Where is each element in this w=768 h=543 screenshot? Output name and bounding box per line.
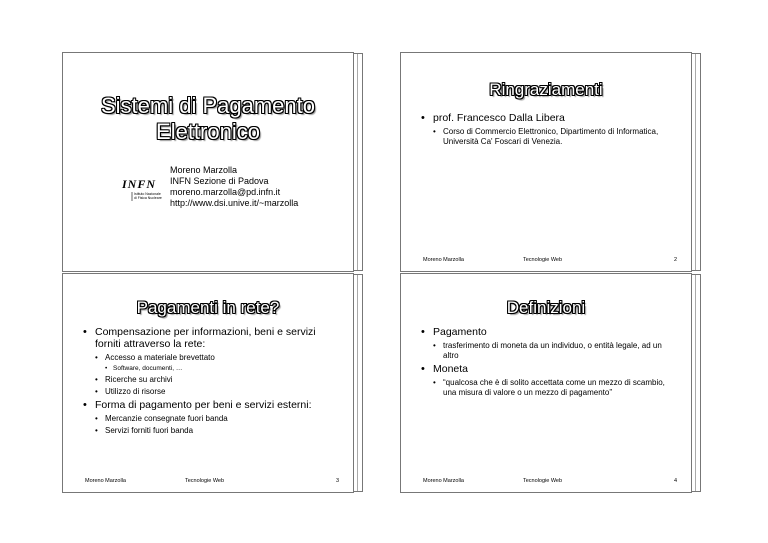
slide-3-bullet-1: • Compensazione per informazioni, beni e servizi forniti attraverso la rete:	[83, 326, 339, 350]
slide-1-title-line1: Sistemi di Pagamento	[101, 93, 315, 118]
author-block	[170, 165, 298, 209]
slide-4-sub-2: • “qualcosa che è di solito accettata come un mezzo di scambio, una misura di valore o un mezzo di pagamento”	[421, 378, 677, 398]
slide-3-bullet-2: • Forma di pagamento per beni e servizi esterni:	[83, 399, 339, 411]
slide-4-notes-bar	[692, 274, 701, 492]
slide-1-notes-bar	[354, 53, 363, 271]
slide-3-bullets	[83, 326, 339, 438]
logo-text: INFN	[122, 177, 157, 191]
logo-sub1: Istituto Nazionale	[134, 192, 161, 196]
slide-3	[62, 273, 354, 493]
logo-sub2: di Fisica Nucleare	[134, 196, 162, 200]
slide-3-footer	[85, 477, 339, 485]
slide-1-title	[63, 93, 353, 145]
slide-3-sub-2: • Ricerche su archivi	[83, 375, 339, 385]
author-affiliation: INFN Sezione di Padova	[170, 176, 269, 186]
author-name: Moreno Marzolla	[170, 165, 238, 175]
slide-2-title: Ringraziamenti	[489, 80, 603, 99]
slide-4-footer-author: Moreno Marzolla	[423, 478, 464, 484]
slide-4-footer-course: Tecnologie Web	[523, 478, 563, 484]
slide-2-bullets	[421, 112, 677, 149]
slide-3-sub-5: • Servizi forniti fuori banda	[83, 426, 339, 436]
slide-2-footer-author: Moreno Marzolla	[423, 257, 464, 263]
slide-2-page-number: 2	[673, 257, 677, 263]
slide-3-notes-bar	[354, 274, 363, 492]
slide-2-footer	[423, 256, 677, 264]
slide-2-sub-1: • Corso di Commercio Elettronico, Dipartimento di Informatica, Università Ca' Foscari di Venezia.	[421, 127, 677, 147]
slide-4-sub-1: • trasferimento di moneta da un individuo, o entità legale, ad un altro	[421, 341, 677, 361]
slide-4	[400, 273, 692, 493]
infn-logo-icon	[120, 174, 164, 204]
author-email: moreno.marzolla@pd.infn.it	[170, 187, 281, 197]
slide-4-title: Definizioni	[506, 298, 586, 317]
slide-3-title: Pagamenti in rete?	[136, 298, 280, 317]
slide-3-sub-4: • Mercanzie consegnate fuori banda	[83, 414, 339, 424]
slide-2-notes-bar	[692, 53, 701, 271]
slide-3-sub-3: • Utilizzo di risorse	[83, 387, 339, 397]
slide-3-sub-1: • Accesso a materiale brevettato	[83, 353, 339, 363]
slide-4-bullet-2: • Moneta	[421, 363, 677, 375]
slide-1-title-line2: Elettronico	[156, 119, 260, 144]
slide-3-footer-course: Tecnologie Web	[185, 478, 225, 484]
slide-4-page-number: 4	[673, 478, 677, 484]
slide-2-bullet-1: • prof. Francesco Dalla Libera	[421, 112, 677, 124]
slide-2	[400, 52, 692, 272]
slide-3-footer-author: Moreno Marzolla	[85, 478, 126, 484]
slide-3-page-number: 3	[335, 478, 339, 484]
slide-1	[62, 52, 354, 272]
slide-4-bullet-1: • Pagamento	[421, 326, 677, 338]
slide-4-bullets	[421, 326, 677, 400]
slide-3-subsub-1: • Software, documenti, …	[83, 365, 339, 373]
slide-2-footer-course: Tecnologie Web	[523, 257, 563, 263]
slide-4-footer	[423, 477, 677, 485]
author-url: http://www.dsi.unive.it/~marzolla	[170, 198, 299, 208]
